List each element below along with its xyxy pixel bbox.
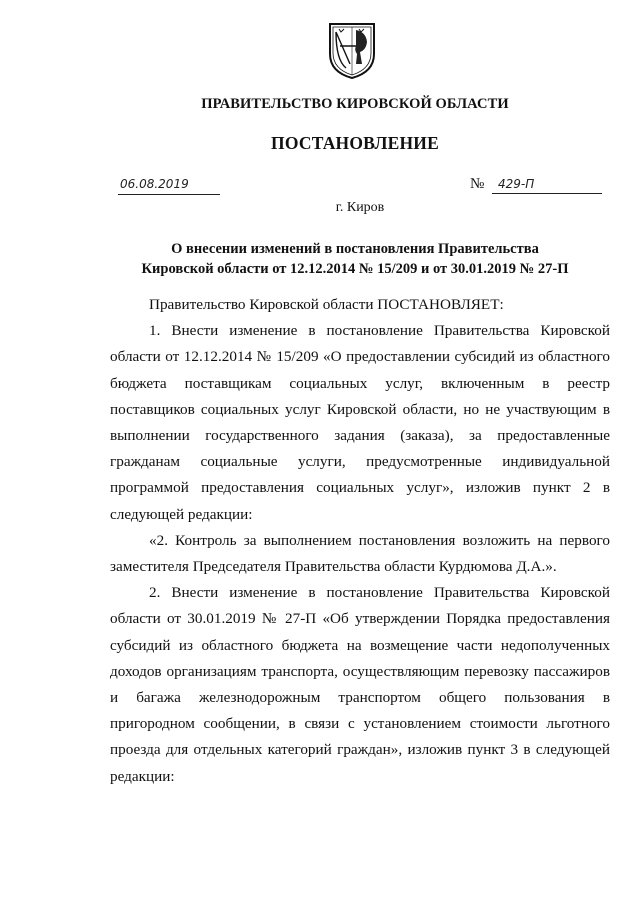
body-paragraph: 2. Внести изменение в постановление Правительства Кировской области от 30.01.2019 № 27-П «Об утверждении Порядка предоставления субсидий из областного бюджета на возмещение части недополученных доходов организациям транспорта, осуществляющим перевозку пассажиров и багажа железнодорожным транспортом общего пользования в пригородном сообщении, в связи с установлением стоимости льготного проезда для отдельных категорий граждан», изложив пункт 3 в следующей редакции: (110, 584, 610, 785)
body-paragraph: 1. Внести изменение в постановление Правительства Кировской области от 12.12.2014 № 15/209 «О предоставлении субсидий из областного бюджета поставщикам социальных услуг, включенным в реестр поставщиков социальных услуг Кировской области, но не участвующим в выполнении государственного задания (заказа), за предоставленные гражданам социальные услуги, предусмотренные индивидуальной программой предоставления социальных услуг», изложив пункт 2 в следующей редакции: (110, 322, 610, 523)
document-date: 06.08.2019 (118, 177, 220, 195)
body-paragraph: Правительство Кировской области ПОСТАНОВЛЯЕТ: (149, 296, 504, 313)
kirov-region-coat-of-arms-icon (326, 20, 378, 80)
body-paragraph: «2. Контроль за выполнением постановления возложить на первого заместителя Председателя Правительства области Курдюмова Д.А.». (110, 531, 610, 576)
document-body (110, 292, 610, 790)
number-sign: № (470, 176, 485, 192)
document-number: 429-П (492, 177, 602, 194)
government-name: ПРАВИТЕЛЬСТВО КИРОВСКОЙ ОБЛАСТИ (201, 96, 509, 112)
subject-line: О внесении изменений в постановления Правительства (171, 241, 539, 257)
document-subject (100, 239, 610, 279)
subject-line: Кировской области от 12.12.2014 № 15/209 и от 30.01.2019 № 27-П (141, 261, 569, 277)
document-type: ПОСТАНОВЛЕНИЕ (271, 133, 439, 153)
document-number-block (470, 175, 596, 195)
document-city: г. Киров (335, 200, 385, 215)
